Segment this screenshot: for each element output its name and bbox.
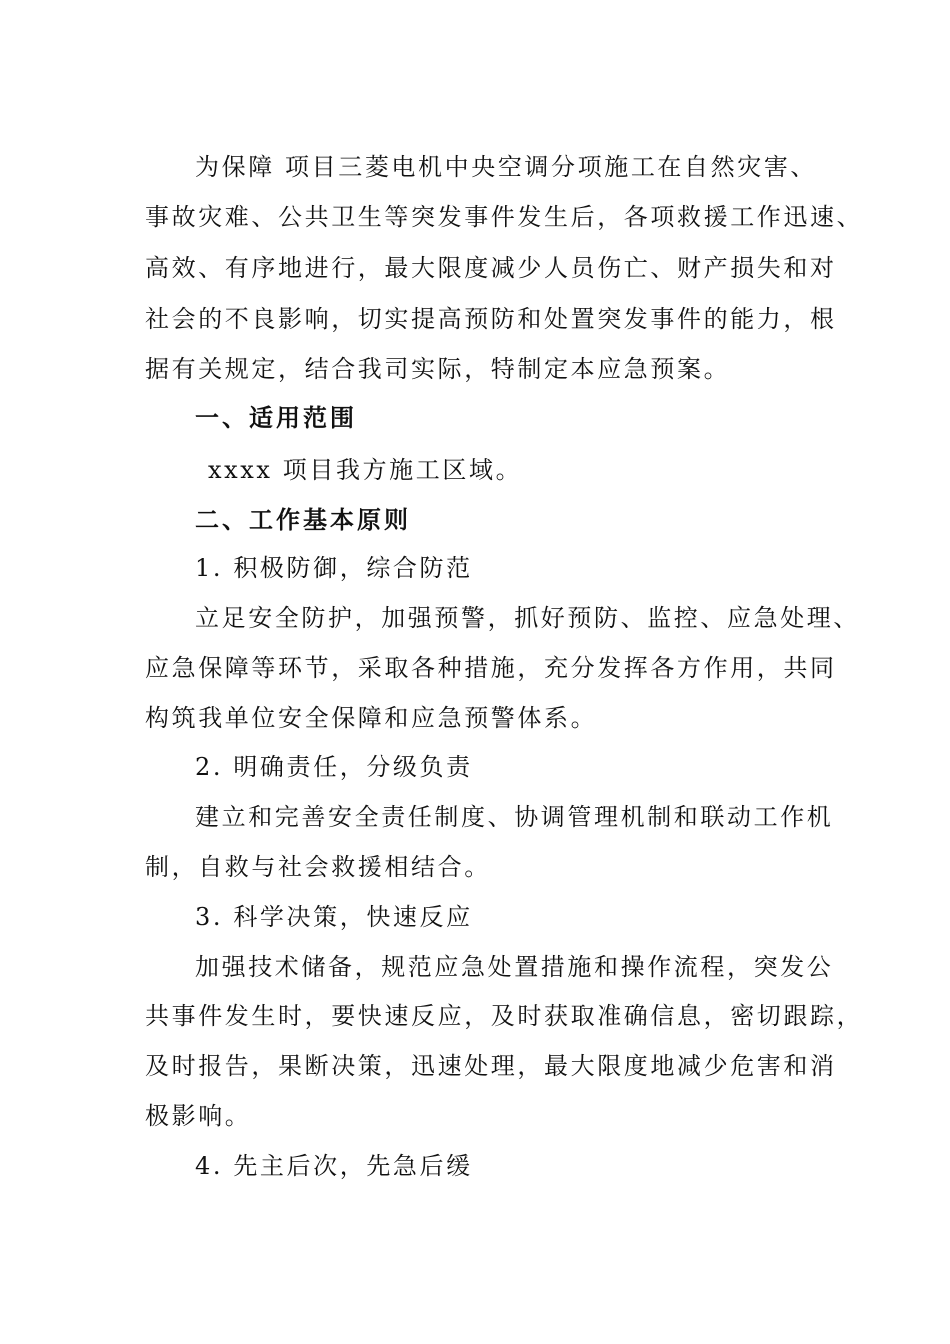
principle-4-title: 4. 先主后次，先急后缓: [195, 1152, 473, 1180]
principle-3-line-2: 共事件发生时，要快速反应，及时获取准确信息，密切跟踪，: [145, 1002, 864, 1030]
principle-3-title: 3. 科学决策，快速反应: [195, 903, 473, 931]
intro-line-5: 据有关规定，结合我司实际，特制定本应急预案。: [145, 355, 731, 383]
principle-3-line-3: 及时报告，果断决策，迅速处理，最大限度地减少危害和消: [145, 1052, 837, 1080]
principle-3-line-4: 极影响。: [145, 1102, 252, 1130]
intro-line-2: 事故灾难、公共卫生等突发事件发生后，各项救援工作迅速、: [145, 203, 864, 231]
principle-1-line-3: 构筑我单位安全保障和应急预警体系。: [145, 704, 598, 732]
intro-line-1: 为保障 项目三菱电机中央空调分项施工在自然灾害、: [195, 153, 818, 181]
principle-3-line-1: 加强技术储备，规范应急处置措施和操作流程，突发公: [195, 953, 834, 981]
section-1-heading: 一、适用范围: [195, 404, 357, 432]
principle-2-title: 2. 明确责任，分级负责: [195, 753, 473, 781]
section-2-heading: 二、工作基本原则: [195, 506, 411, 534]
principle-1-line-1: 立足安全防护，加强预警，抓好预防、监控、应急处理、: [195, 604, 860, 632]
principle-2-line-2: 制，自救与社会救援相结合。: [145, 853, 491, 881]
principle-1-line-2: 应急保障等环节，采取各种措施，充分发挥各方作用，共同: [145, 654, 837, 682]
principle-1-title: 1. 积极防御，综合防范: [195, 554, 473, 582]
intro-line-4: 社会的不良影响，切实提高预防和处置突发事件的能力，根: [145, 305, 837, 333]
intro-line-3: 高效、有序地进行，最大限度减少人员伤亡、财产损失和对: [145, 254, 837, 282]
section-1-body: xxxx 项目我方施工区域。: [208, 456, 523, 484]
principle-2-line-1: 建立和完善安全责任制度、协调管理机制和联动工作机: [195, 803, 834, 831]
